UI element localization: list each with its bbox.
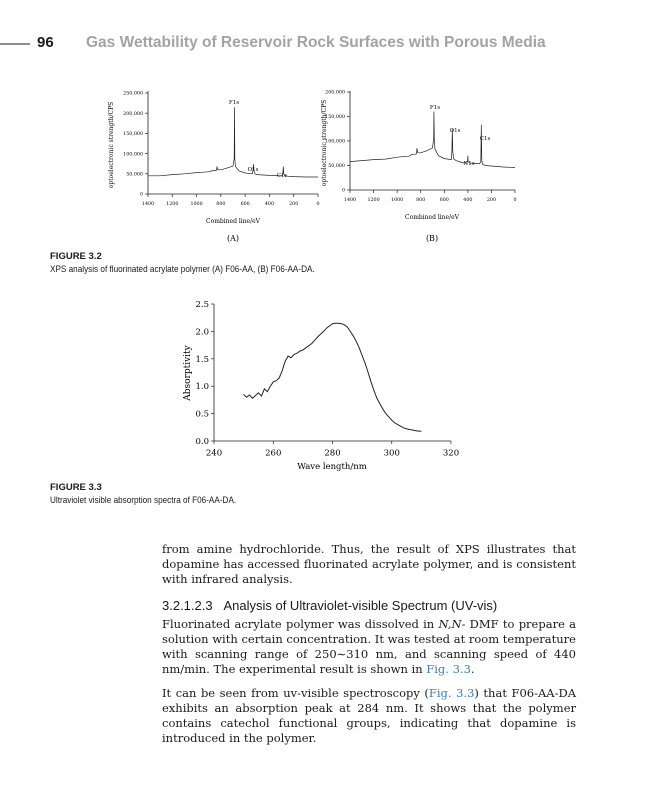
italic-text: N,N-: [438, 617, 466, 631]
paragraph-text: from amine hydrochloride. Thus, the result of XPS illustrates that dopamine has accessed fluorinated acrylate polymer, and is consistent with infrared analysis.: [162, 542, 576, 586]
uv-x-axis-label: Wave length/nm: [297, 462, 367, 472]
paragraph-text: DMF to prepare a solution with certain concentration. It was tested at room temperature with scanning range of 250∼310 nm, and scanning speed of 440 nm/min. The experimental result is shown in: [162, 617, 576, 676]
y-tick-label: 200,000: [325, 90, 345, 96]
y-tick-label: 100,000: [123, 152, 143, 158]
y-tick-label: 200,000: [123, 111, 143, 117]
x-tick-label: 800: [416, 197, 426, 203]
peak-label-o1s: O1s: [247, 167, 259, 173]
y-tick-label: 0.0: [195, 436, 209, 447]
x-tick-label: 0: [513, 197, 517, 203]
y-tick-label: 50,000: [328, 164, 345, 170]
x-tick-label: 1400: [343, 197, 357, 203]
paragraph-text: .: [470, 662, 475, 676]
y-tick-label: 0: [139, 192, 143, 198]
body-paragraph-2: [162, 617, 576, 677]
x-tick-label: 400: [463, 197, 473, 203]
figure-3-3-caption: Ultraviolet visible absorption spectra of F06-AA-DA.: [50, 495, 237, 506]
figure-3-2-caption: XPS analysis of fluorinated acrylate polymer (A) F06-AA, (B) F06-AA-DA.: [50, 264, 315, 275]
y-tick-label: 1.5: [195, 354, 209, 365]
peak-label-f1s: F1s: [228, 100, 240, 106]
x-tick-label: 400: [264, 201, 275, 207]
y-axis-label: optoelectronic strength/CPS: [108, 101, 115, 189]
peak-label-f1s: F1s: [429, 105, 441, 111]
figure-3-3-label: FIGURE 3.3: [50, 482, 102, 493]
x-tick-label: 320: [442, 448, 460, 459]
y-axis-label: optoelectronic strength/CPS: [321, 99, 328, 187]
x-tick-label: 1200: [166, 201, 179, 207]
xps-panel-b: [321, 90, 517, 243]
paragraph-text: ) that F06-AA-DA exhibits an absorption peak at 284 nm. It shows that the polymer contains catechol functional groups, indicating that dopamine is introduced in the polymer.: [162, 686, 577, 745]
body-paragraph-1: [162, 542, 576, 596]
y-tick-label: 2.0: [195, 327, 209, 338]
xps-a-spectrum-line: [148, 107, 318, 177]
x-tick-label: 600: [240, 201, 250, 207]
figure-3-3-link[interactable]: Fig. 3.3: [426, 662, 471, 676]
body-paragraph-3: [162, 686, 576, 746]
x-tick-label: 300: [383, 448, 400, 459]
xps-panel-a: [108, 91, 320, 243]
figure-3-3-link[interactable]: Fig. 3.3: [428, 686, 475, 700]
x-tick-label: 800: [216, 201, 226, 207]
y-tick-label: 250,000: [123, 91, 143, 97]
x-tick-label: 1000: [391, 197, 404, 203]
section-title: Analysis of Ultraviolet-visible Spectrum (UV-vis): [223, 598, 498, 613]
panel-sublabel-b: (B): [425, 234, 439, 243]
y-tick-label: 150,000: [325, 115, 345, 121]
x-tick-label: 600: [439, 197, 449, 203]
running-title: Gas Wettability of Reservoir Rock Surfaces with Porous Media: [86, 34, 546, 51]
paragraph-text: Fluorinated acrylate polymer was dissolved in: [162, 617, 439, 631]
uv-spectrum-line: [244, 323, 422, 431]
x-axis-label: Combined line/eV: [405, 214, 459, 221]
y-tick-label: 2.5: [195, 299, 209, 310]
uv-y-axis-label: Absorptivity: [183, 345, 193, 401]
x-tick-label: 0: [316, 201, 320, 207]
section-number: 3.2.1.2.3: [162, 598, 213, 613]
x-tick-label: 1200: [367, 197, 380, 203]
figure-3-3: [0, 290, 648, 475]
panel-sublabel-a: (A): [226, 234, 240, 243]
figure-3-2-label: FIGURE 3.2: [50, 251, 102, 262]
figure-3-2: [0, 0, 648, 250]
x-tick-label: 200: [289, 201, 299, 207]
paragraph-text: It can be seen from uv-visible spectroscopy (: [162, 686, 429, 700]
body-paragraphs: [162, 617, 576, 755]
peak-label-o1s: O1s: [449, 128, 461, 134]
peak-label-c1s: C1s: [276, 173, 288, 179]
x-tick-label: 1400: [141, 201, 155, 207]
peak-label-n1s: N1s: [463, 161, 475, 167]
peak-label-c1s: C1s: [479, 136, 491, 142]
x-tick-label: 200: [486, 197, 497, 203]
x-tick-label: 280: [324, 448, 341, 459]
y-tick-label: 0: [341, 188, 345, 194]
y-tick-label: 1.0: [195, 382, 209, 393]
y-tick-label: 100,000: [325, 139, 345, 145]
page-number: 96: [37, 34, 54, 51]
y-tick-label: 0.5: [195, 409, 209, 420]
x-tick-label: 260: [265, 448, 282, 459]
section-heading: [162, 598, 497, 613]
x-tick-label: 240: [205, 448, 223, 459]
x-tick-label: 1000: [190, 201, 203, 207]
y-tick-label: 50,000: [126, 172, 143, 178]
x-axis-label: Combined line/eV: [206, 218, 260, 225]
y-tick-label: 150,000: [123, 132, 143, 138]
